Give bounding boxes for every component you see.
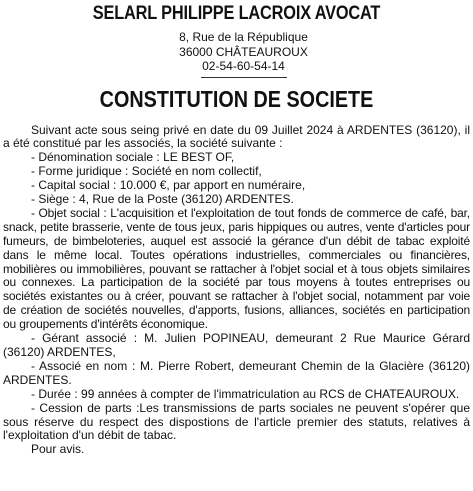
clause-purpose: - Objet social : L'acquisition et l'exploitation de tout fonds de commerce de café, bar, snack, petite brasserie, vente de tous jeux, paris hippiques ou autres, vente d'articles pour fumeurs, de bimbeloteries, auquel est associé la gérance d'un débit de tabac exploité dans le même local. Toutes opérations industrielles, commerciales ou financières, mobilières ou immobilières, pouvant se rattacher à l'objet social et à tous objets similaires ou connexes. La participation de la société par tous moyens à toutes entreprises ou sociétés existantes ou à créer, pouvant se rattacher à l'objet social, notamment par voie de création de sociétés nouvelles, d'apports, fusions, alliances, sociétés en participation ou groupements d'intérêts économique. — [3, 205, 470, 332]
address-city: 36000 CHÂTEAUROUX — [179, 44, 308, 59]
clause-partner: - Associé en nom : M. Pierre Robert, demeurant Chemin de la Glacière (36120) ARDENTES. — [3, 358, 470, 387]
notice-title: CONSTITUTION DE SOCIETE — [99, 85, 374, 112]
clause-legal-form: - Forme juridique : Société en nom collectif, — [31, 164, 262, 179]
firm-phone: 02-54-60-54-14 — [202, 59, 285, 73]
clause-manager: - Gérant associé : M. Julien POPINEAU, demeurant 2 Rue Maurice Gérard (36120) ARDENTES, — [3, 331, 470, 359]
clause-head-office: - Siège : 4, Rue de la Poste (36120) ARDENTES. — [31, 192, 294, 207]
clause-capital: - Capital social : 10.000 €, par apport en numéraire, — [31, 178, 306, 193]
clause-share-transfer: - Cession de parts :Les transmissions de parts sociales ne peuvent s'opérer que sous réserve du respect des dispostions de l'article premier des statuts, relatives à l'exploitation d'un débit de tabac. — [3, 400, 470, 443]
legal-notice — [0, 3, 473, 491]
notice-body — [3, 124, 470, 458]
clause-denomination: - Dénomination sociale : LE BEST OF, — [31, 150, 235, 165]
header-divider — [201, 77, 287, 78]
address-street: 8, Rue de la République — [179, 30, 308, 44]
closing-line: Pour avis. — [31, 442, 85, 457]
intro-paragraph: Suivant acte sous seing privé en date du 09 Juillet 2024 à ARDENTES (36120), il a été constitué par les associés, la société suivante : — [3, 122, 470, 151]
firm-name: SELARL PHILIPPE LACROIX AVOCAT — [92, 3, 381, 24]
clause-duration: - Durée : 99 années à compter de l'immatriculation au RCS de CHATEAUROUX. — [31, 386, 460, 401]
firm-address — [3, 30, 470, 74]
